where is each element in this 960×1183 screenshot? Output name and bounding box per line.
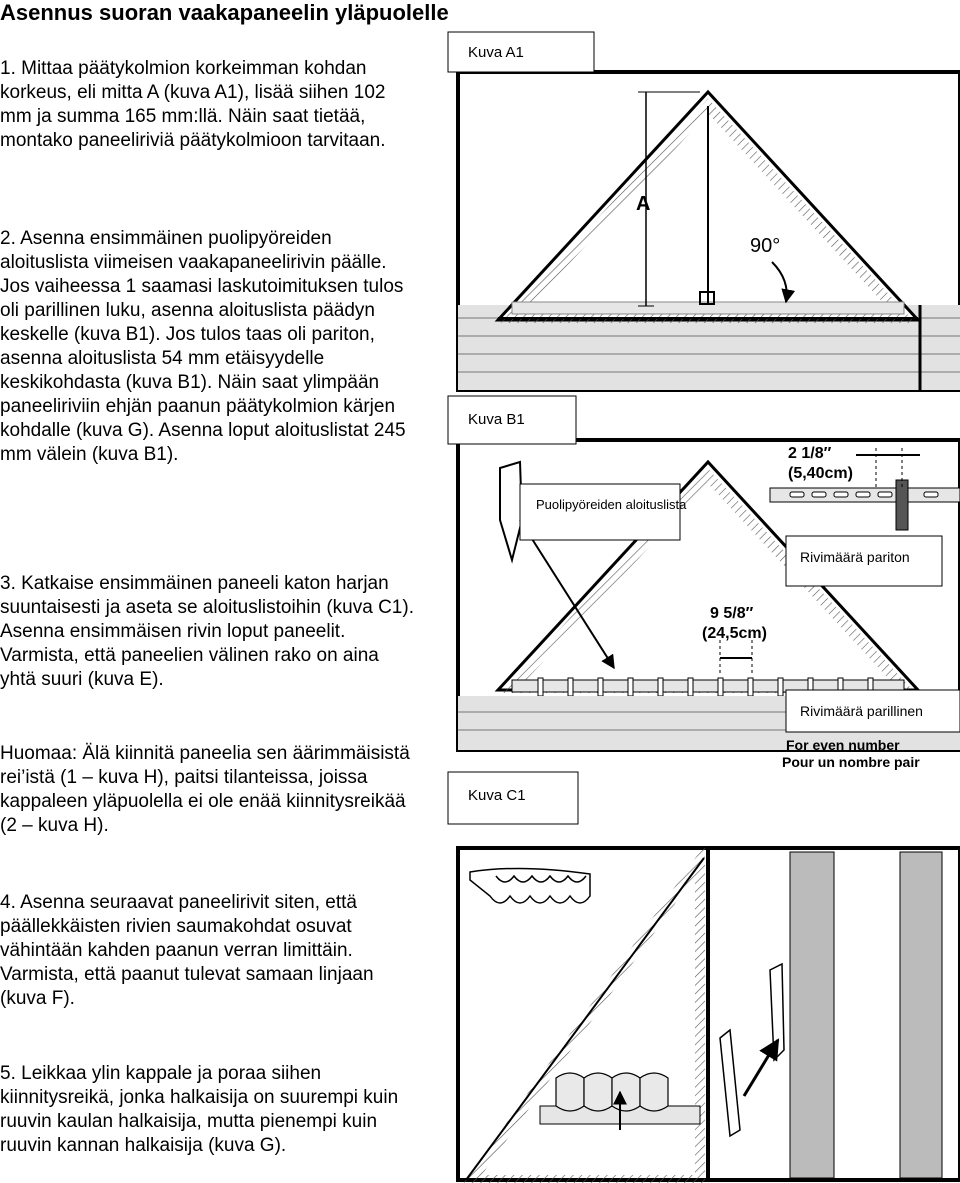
shingle-panel-icon (470, 868, 590, 903)
step-1-text: 1. Mittaa päätykolmion korkeimman kohdan korkeus, eli mitta A (kuva A1), lisää siihen 102 mm ja summa 165 mm:llä. Näin saat tietää, montako paneeliriviä päätykolmioon tarvitaan. (0, 58, 386, 151)
starter-piece-icon (500, 462, 522, 560)
note-text: Huomaa: Älä kiinnitä paneelia sen äärimmäisistä rei’istä (1 – kuva H), paitsi tilanteissa, joissa kappaleen yläpuolella ei ole enää kiinnitysreikää (2 – kuva H). (0, 743, 410, 836)
even-dim-in: 9 5/8″ (710, 605, 754, 622)
for-even-text: For even number (786, 737, 900, 753)
odd-label: Rivimäärä pariton (800, 549, 910, 565)
odd-dim-in: 2 1/8″ (788, 445, 832, 462)
caption-c1: Kuva C1 (468, 787, 526, 804)
pour-pair-text: Pour un nombre pair (782, 754, 920, 770)
strip-label-box (520, 484, 680, 540)
step-5-text: 5. Leikkaa ylin kappale ja poraa siihen kiinnitysreikä, jonka halkaisija on suurempi kuin ruuvin kaulan halkaisija, mutta pienempi kuin ruuvin kannan halkaisija (kuva G). (0, 1063, 399, 1156)
figure-a1 (458, 72, 960, 390)
figure-c1 (458, 848, 960, 1180)
step-3-text: 3. Katkaise ensimmäinen paneeli katon harjan suuntaisesti ja aseta se aloituslistoihin (kuva C1). Asenna ensimmäisen rivin loput paneelit. Varmista, että paneelien välinen rako on aina yhtä suuri (kuva E). (0, 573, 414, 690)
odd-dim-cm: (5,40cm) (788, 465, 853, 482)
caption-b1: Kuva B1 (468, 411, 525, 428)
caption-a1: Kuva A1 (468, 44, 524, 61)
strip-label: Puolipyöreiden aloituslista (536, 497, 687, 512)
c1-arrow-diag (744, 1040, 778, 1096)
dim-a-label: A (636, 193, 651, 215)
page-title: Asennus suoran vaakapaneelin yläpuolelle (0, 0, 449, 25)
step-4-text: 4. Asenna seuraavat paneelirivit siten, että päällekkäisten rivien saumakohdat osuvat vähintään kahden paanun verran limittäin. Varmista, että paanut tulevat samaan linjaan (kuva F). (0, 892, 374, 1009)
step-2-text: 2. Asenna ensimmäinen puolipyöreiden aloituslista viimeisen vaakapaneelirivin päälle. Jos vaiheessa 1 saamasi laskutoimituksen tulos oli parillinen luku, asenna aloituslista päädyn keskelle (kuva B1). Jos tulos taas oli pariton, asenna aloituslista 54 mm etäisyydelle keskikohdasta (kuva B1). Näin saat ylimpään paneeliriviin ehjän paanun päätykolmion kärjen kohdalle (kuva G). Asenna loput aloituslistat 245 mm välein (kuva B1). (0, 228, 406, 465)
angle-label: 90° (750, 235, 781, 257)
shingle-row (556, 1073, 668, 1111)
even-label: Rivimäärä parillinen (800, 703, 923, 719)
even-dim-cm: (24,5cm) (702, 625, 767, 642)
